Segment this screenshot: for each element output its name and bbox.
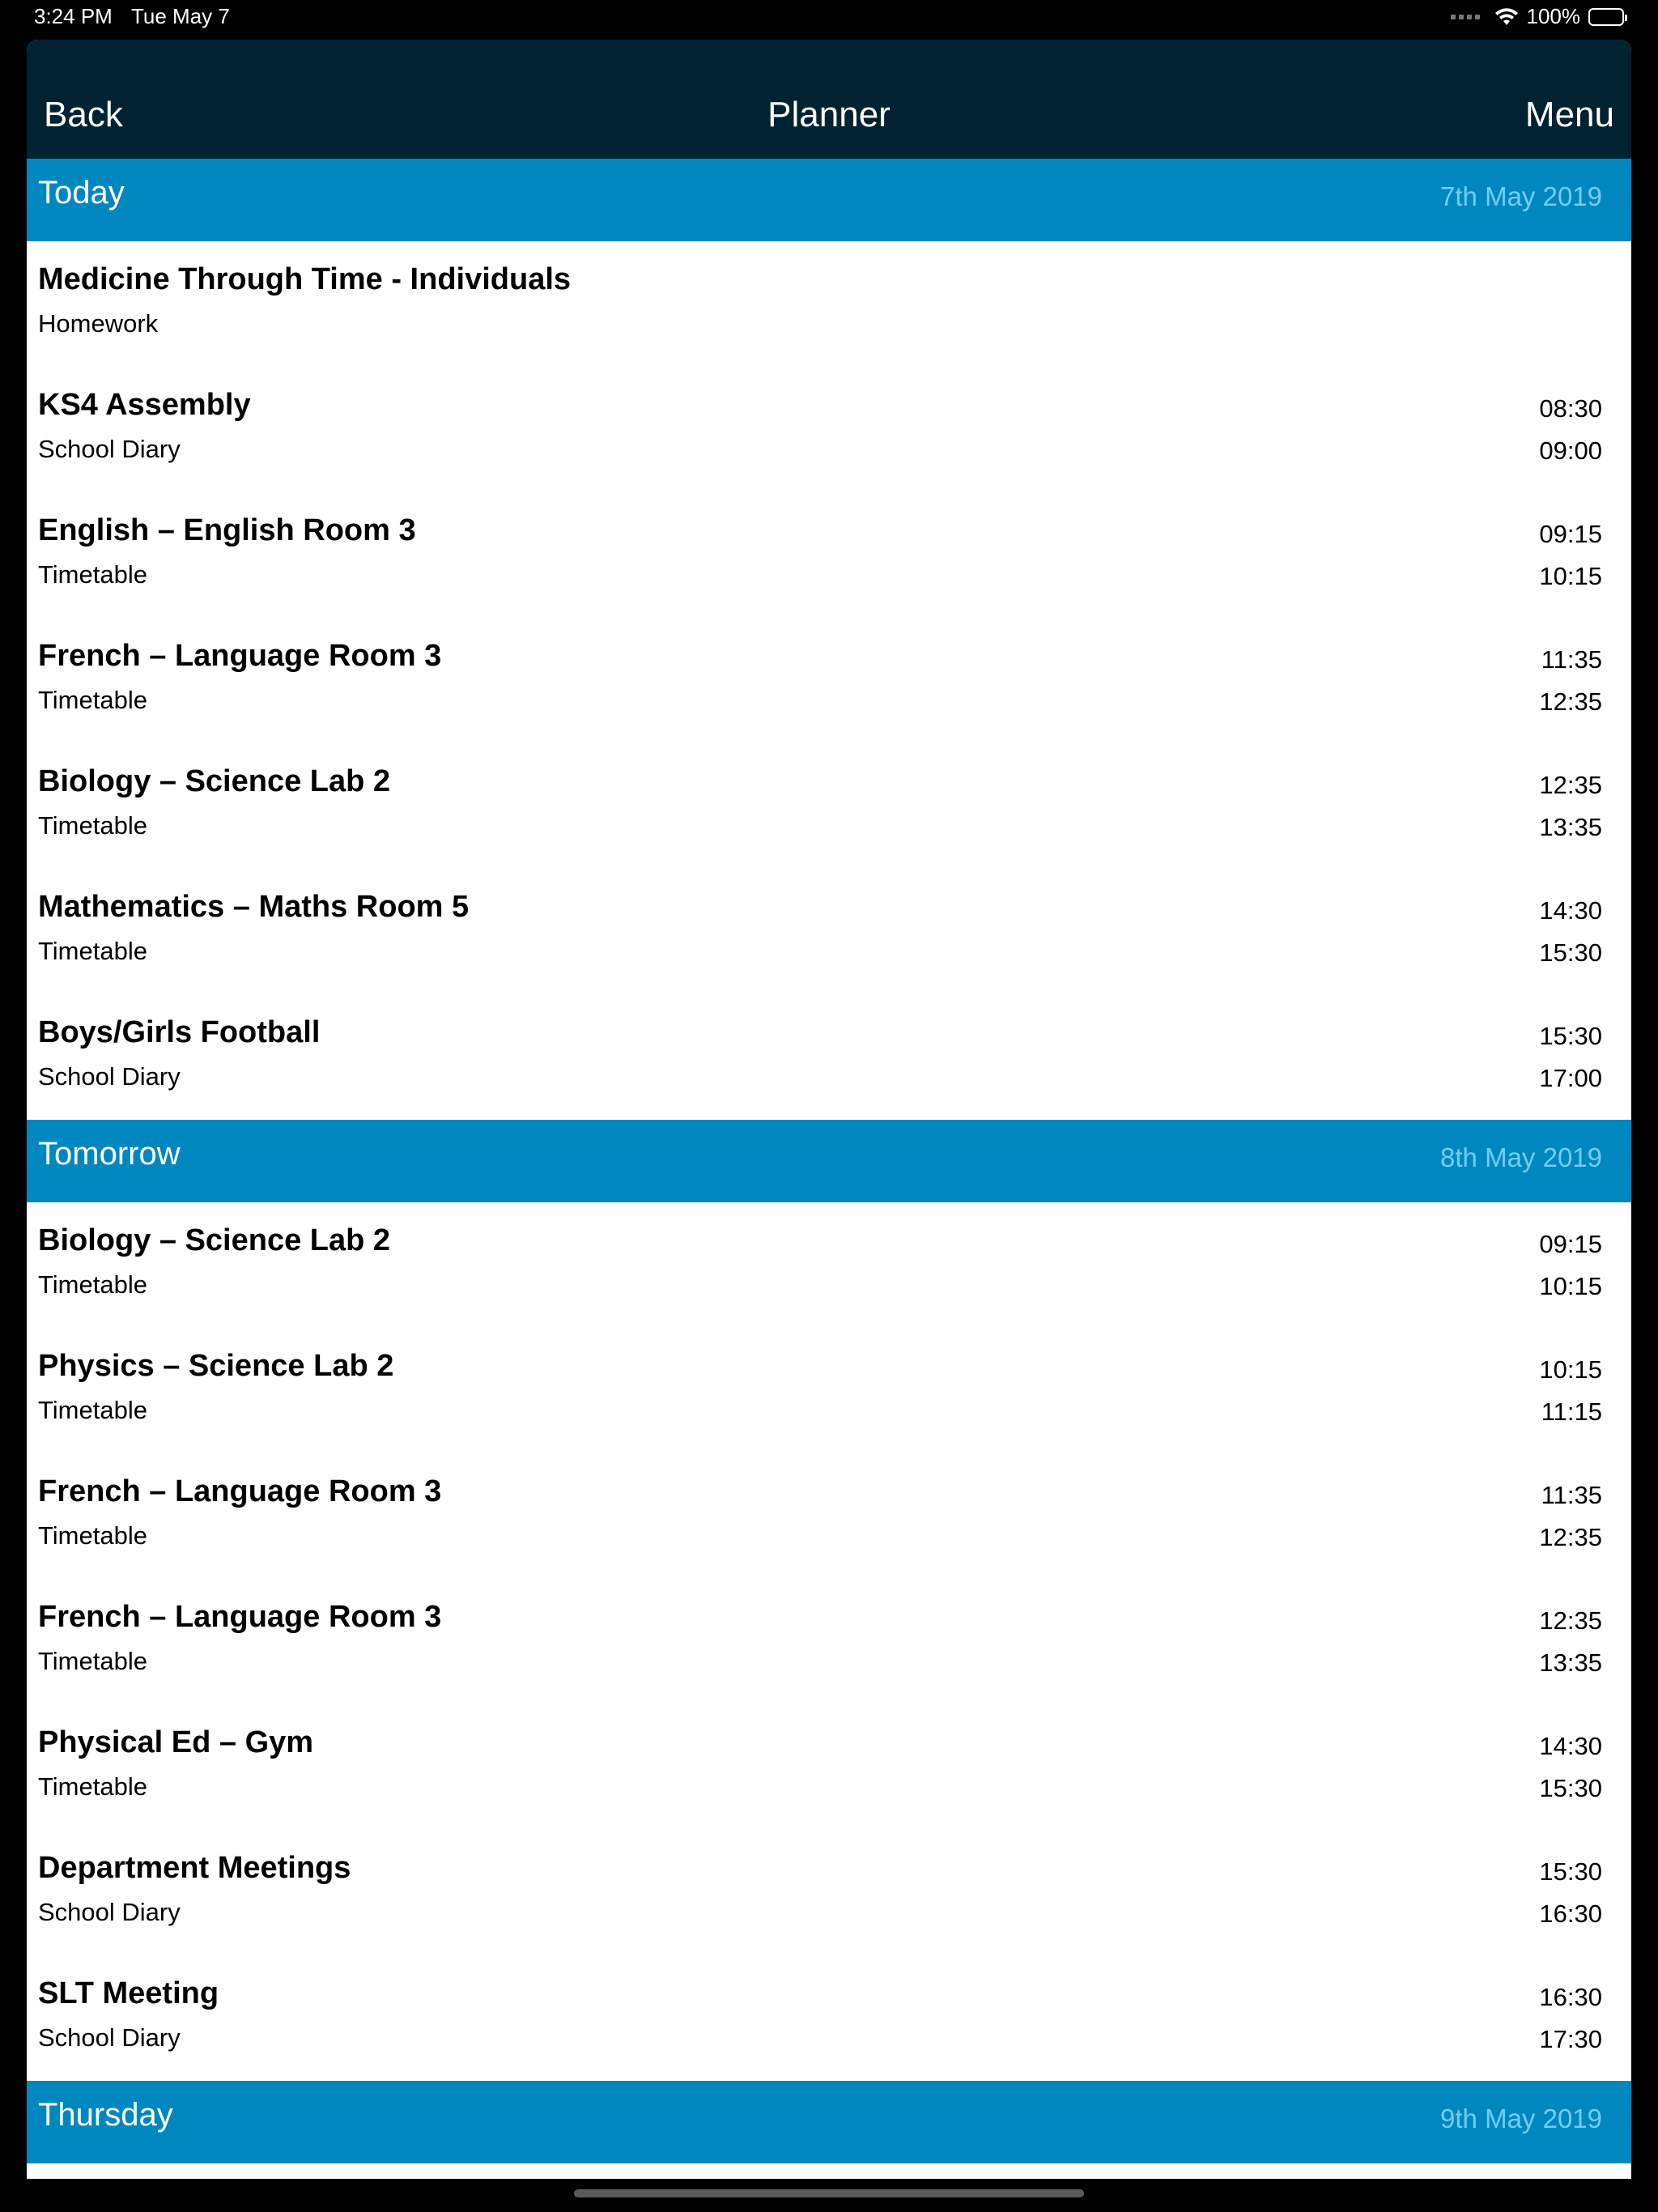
- event-start-time: 10:15: [1539, 1355, 1602, 1384]
- event-end-time: 12:35: [1539, 687, 1602, 716]
- planner-event-row[interactable]: [27, 241, 1631, 367]
- event-title: French – Language Room 3: [38, 1600, 442, 1634]
- event-title: Biology – Science Lab 2: [38, 764, 391, 798]
- event-start-time: 09:15: [1539, 1230, 1602, 1258]
- event-type: Timetable: [38, 1772, 147, 1801]
- event-start-time: 11:35: [1541, 645, 1602, 674]
- event-title: Department Meetings: [38, 1851, 351, 1885]
- event-start-time: 12:35: [1539, 771, 1602, 799]
- event-title: SLT Meeting: [38, 1976, 219, 2010]
- event-end-time: 12:35: [1539, 1523, 1602, 1551]
- event-end-time: 15:30: [1539, 1774, 1602, 1802]
- event-end-time: 17:30: [1539, 2025, 1602, 2053]
- event-title: Boys/Girls Football: [38, 1015, 321, 1049]
- planner-event-row[interactable]: [27, 618, 1631, 743]
- menu-button[interactable]: Menu: [1524, 95, 1614, 134]
- section-date: 7th May 2019: [1440, 181, 1602, 211]
- event-type: School Diary: [38, 1898, 181, 1926]
- planner-event-row[interactable]: [27, 1955, 1631, 2081]
- event-start-time: 09:15: [1539, 520, 1602, 548]
- section-header: [27, 2081, 1631, 2163]
- planner-event-row[interactable]: [27, 367, 1631, 492]
- event-title: Mathematics – Maths Room 5: [38, 890, 470, 924]
- section-header: [27, 1120, 1631, 1202]
- event-title: French – Language Room 3: [38, 1474, 442, 1508]
- planner-event-row[interactable]: [27, 492, 1631, 618]
- event-start-time: 15:30: [1539, 1022, 1602, 1050]
- navigation-bar: [27, 40, 1631, 159]
- section-title: Today: [38, 175, 125, 211]
- event-title: Physics – Science Lab 2: [38, 1349, 394, 1383]
- event-end-time: 15:30: [1539, 938, 1602, 967]
- battery-icon: [1588, 8, 1624, 26]
- event-type: School Diary: [38, 1062, 181, 1091]
- section-date: 9th May 2019: [1440, 2104, 1602, 2133]
- planner-list[interactable]: [27, 159, 1631, 2163]
- event-type: Timetable: [38, 1396, 147, 1424]
- planner-event-row[interactable]: [27, 743, 1631, 869]
- event-type: Timetable: [38, 1270, 147, 1299]
- event-type: School Diary: [38, 2023, 181, 2052]
- cellular-signal-icon: [1451, 15, 1480, 19]
- page-title: Planner: [767, 95, 891, 134]
- planner-event-row[interactable]: [27, 1453, 1631, 1579]
- event-type: Timetable: [38, 686, 147, 714]
- event-start-time: 14:30: [1539, 1732, 1602, 1760]
- status-bar: [0, 0, 1658, 39]
- planner-event-row[interactable]: [27, 1328, 1631, 1453]
- event-type: Timetable: [38, 560, 147, 589]
- section-header: [27, 159, 1631, 241]
- event-end-time: 10:15: [1539, 562, 1602, 590]
- event-start-time: 08:30: [1539, 394, 1602, 423]
- event-type: Timetable: [38, 1647, 147, 1675]
- planner-app: [27, 40, 1631, 2179]
- planner-event-row[interactable]: [27, 1202, 1631, 1328]
- event-end-time: 11:15: [1541, 1397, 1602, 1426]
- status-time: 3:24 PM: [34, 4, 113, 28]
- event-end-time: 13:35: [1539, 813, 1602, 841]
- event-title: Physical Ed – Gym: [38, 1725, 314, 1759]
- event-end-time: 09:00: [1539, 436, 1602, 465]
- event-end-time: 16:30: [1539, 1899, 1602, 1928]
- event-title: Medicine Through Time - Individuals: [38, 262, 572, 296]
- event-start-time: 12:35: [1539, 1606, 1602, 1635]
- planner-event-row[interactable]: [27, 1579, 1631, 1704]
- event-type: School Diary: [38, 435, 181, 463]
- event-start-time: 15:30: [1539, 1857, 1602, 1886]
- event-start-time: 14:30: [1539, 896, 1602, 925]
- planner-event-row[interactable]: [27, 1704, 1631, 1830]
- planner-event-row[interactable]: [27, 869, 1631, 994]
- event-start-time: 16:30: [1539, 1983, 1602, 2011]
- event-end-time: 10:15: [1539, 1272, 1602, 1300]
- planner-event-row[interactable]: [27, 1830, 1631, 1955]
- home-indicator[interactable]: [574, 2189, 1084, 2197]
- battery-percent: 100%: [1526, 4, 1580, 28]
- event-title: French – Language Room 3: [38, 639, 442, 673]
- event-end-time: 13:35: [1539, 1648, 1602, 1677]
- section-date: 8th May 2019: [1440, 1142, 1602, 1172]
- event-title: KS4 Assembly: [38, 388, 251, 422]
- wifi-icon: [1494, 7, 1519, 27]
- event-start-time: 11:35: [1541, 1481, 1602, 1509]
- planner-event-row[interactable]: [27, 994, 1631, 1120]
- event-title: Biology – Science Lab 2: [38, 1223, 391, 1257]
- event-type: Timetable: [38, 1521, 147, 1550]
- event-type: Timetable: [38, 811, 147, 840]
- event-title: English – English Room 3: [38, 513, 416, 547]
- event-type: Homework: [38, 309, 159, 338]
- section-title: Thursday: [38, 2097, 173, 2133]
- back-button[interactable]: Back: [44, 95, 123, 134]
- status-date: Tue May 7: [131, 4, 230, 28]
- section-title: Tomorrow: [38, 1136, 181, 1172]
- event-type: Timetable: [38, 937, 147, 965]
- status-indicators: [1451, 4, 1625, 29]
- event-end-time: 17:00: [1539, 1064, 1602, 1092]
